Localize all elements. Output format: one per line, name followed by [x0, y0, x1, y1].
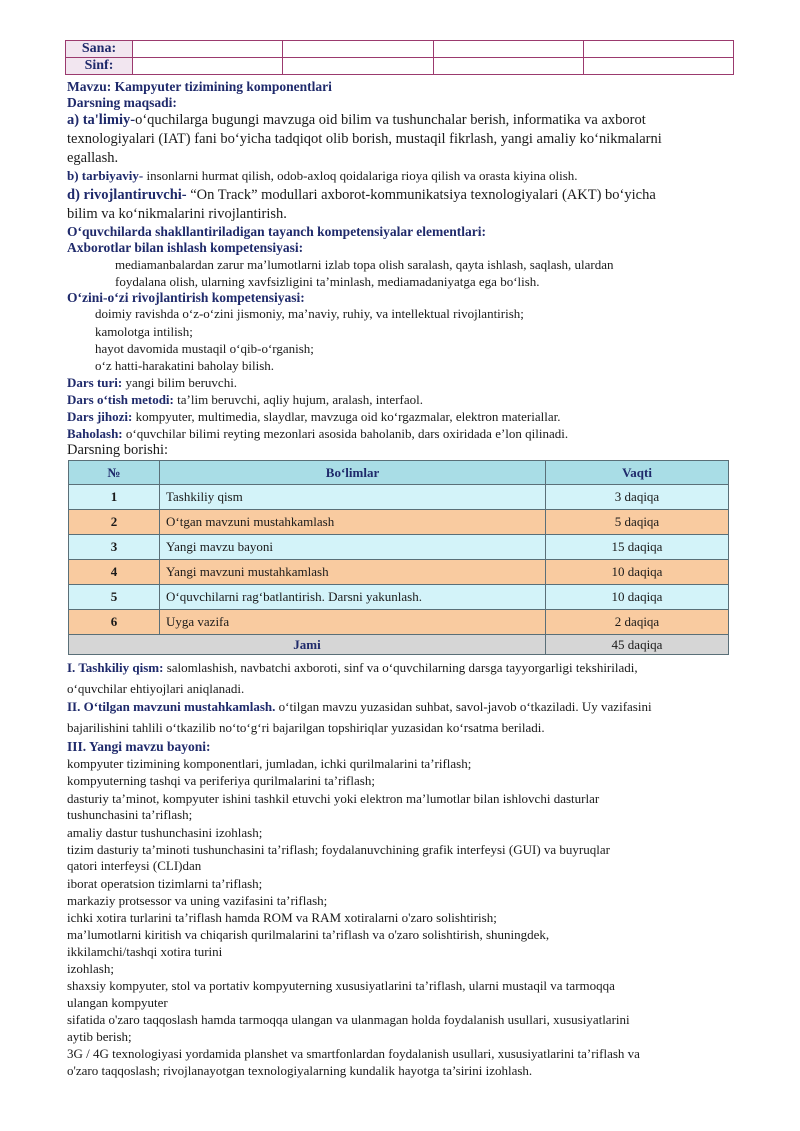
- ozini-item: doimiy ravishda o‘z-o‘zini jismoniy, ma’naviy, ruhiy, va intellektual rivojlantirish;: [95, 306, 524, 321]
- sana-cell: [583, 41, 733, 58]
- stage2-text: o‘tilgan mavzu yuzasidan suhbat, savol-javob o‘tkaziladi. Uy vazifasini: [275, 699, 652, 714]
- stage3-title: III. Yangi mavzu bayoni:: [67, 739, 211, 754]
- baholash-line: [67, 426, 568, 442]
- row-time: 15 daqiqa: [546, 535, 729, 560]
- plan-header-time: Vaqti: [546, 461, 729, 485]
- stage3-line: ichki xotira turlarini ta’riflash hamda ROM va RAM xotiralarni o'zaro solishtirish;: [67, 910, 497, 925]
- aim-b-label: b) tarbiyaviy-: [67, 168, 144, 183]
- total-label: Jami: [69, 635, 546, 655]
- stage3-line: ikkilamchi/tashqi xotira turini: [67, 944, 223, 959]
- stage3-line: o'zaro taqqoslash; rivojlanayotgan texnologiyalarning kundalik hayotga ta’sirini izohlash.: [67, 1063, 533, 1078]
- axborot-text: [115, 256, 742, 290]
- stage1-label: I. Tashkiliy qism:: [67, 660, 164, 675]
- sana-cell: [133, 41, 283, 58]
- row-section: O‘quvchilarni rag‘batlantirish. Darsni yakunlash.: [160, 585, 546, 610]
- aim-b-line: [67, 168, 578, 184]
- stage3-line: ulangan kompyuter: [67, 995, 168, 1010]
- sinf-cell: [433, 58, 583, 75]
- axborot-text-2: foydalana olish, ularning xavfsizligini ta’minlash, mediamadaniyatga ega bo‘lish.: [115, 274, 540, 289]
- dars-jihoz-label: Dars jihozi:: [67, 409, 133, 424]
- aim-a-line: [67, 112, 646, 128]
- row-number: 2: [69, 510, 160, 535]
- baholash-text: o‘quvchilar bilimi reyting mezonlari asosida baholanib, dars oxiridada e’lon qilinadi.: [122, 426, 569, 441]
- stage3-line: markaziy protsessor va uning vazifasini ta’riflash;: [67, 893, 328, 908]
- row-number: 4: [69, 560, 160, 585]
- aim-d-text: “On Track” modullari axborot-kommunikatsiya texnologiyalari (AKT) bo‘yicha: [186, 187, 656, 203]
- maqsad-title: Darsning maqsadi:: [67, 95, 177, 110]
- aim-b-text: insonlarni hurmat qilish, odob-axloq qoidalariga rioya qilish va orasta kiyina olish.: [143, 168, 578, 183]
- stage2-line-2: bajarilishini tahlili o‘tkazilib no‘to‘g‘ri bajarilgan topshiriqlar yuzasidan ko‘rsatma beriladi.: [67, 720, 545, 735]
- table-row: [69, 485, 729, 510]
- stage1-text: salomlashish, navbatchi axboroti, sinf va o‘quvchilarning darsga tayyorgarligi tekshiriladi,: [163, 660, 638, 675]
- aim-a-line-2: texnologiyalari (IAT) fani bo‘yicha tadqiqot olib borish, mustaqil fikrlash, yangi amaliy ko‘nikmalarni: [67, 131, 662, 147]
- stage3-line: amaliy dastur tushunchasini izohlash;: [67, 825, 263, 840]
- dars-metod-text: ta’lim beruvchi, aqliy hujum, aralash, interfaol.: [173, 392, 423, 407]
- sana-label: Sana:: [66, 41, 133, 58]
- dars-turi-label: Dars turi:: [67, 375, 123, 390]
- dars-turi-line: [67, 375, 237, 391]
- plan-header-row: [69, 461, 729, 485]
- stage3-line: tizim dasturiy ta’minoti tushunchasini ta’riflash; foydalanuvchining grafik interfeysi (GUI) va buyruqlar: [67, 842, 610, 857]
- stage3-line: sifatida o'zaro taqqoslash hamda tarmoqqa ulangan va ulanmagan holda foydalanish usullari, xususiyatlarini: [67, 1012, 630, 1027]
- row-section: Yangi mavzuni mustahkamlash: [160, 560, 546, 585]
- plan-header-section: Bo‘limlar: [160, 461, 546, 485]
- plan-header-no: №: [69, 461, 160, 485]
- competencies-title: O‘quvchilarda shakllantiriladigan tayanch kompetensiyalar elementlari:: [67, 224, 487, 239]
- row-number: 5: [69, 585, 160, 610]
- axborot-title: Axborotlar bilan ishlash kompetensiyasi:: [67, 240, 304, 255]
- row-time: 2 daqiqa: [546, 610, 729, 635]
- row-time: 5 daqiqa: [546, 510, 729, 535]
- sana-cell: [283, 41, 433, 58]
- baholash-label: Baholash:: [67, 426, 123, 441]
- table-row: [69, 535, 729, 560]
- row-number: 6: [69, 610, 160, 635]
- date-class-table: [65, 40, 734, 75]
- row-time: 3 daqiqa: [546, 485, 729, 510]
- row-time: 10 daqiqa: [546, 560, 729, 585]
- ozini-title: O‘zini-o‘zi rivojlantirish kompetensiyasi:: [67, 290, 305, 305]
- stage3-line: aytib berish;: [67, 1029, 132, 1044]
- ozini-item: hayot davomida mustaqil o‘qib-o‘rganish;: [95, 341, 314, 356]
- row-number: 3: [69, 535, 160, 560]
- dars-metod-line: [67, 392, 423, 408]
- table-row: [69, 560, 729, 585]
- stage1-line-2: o‘quvchilar ehtiyojlari aniqlanadi.: [67, 681, 245, 696]
- stage3-line: kompyuterning tashqi va periferiya qurilmalarini ta’riflash;: [67, 773, 375, 788]
- dars-jihoz-line: [67, 409, 561, 425]
- stage3-line: tushunchasini ta’riflash;: [67, 807, 193, 822]
- aim-d-line-2: bilim va ko‘nikmalarini rivojlantirish.: [67, 206, 287, 222]
- mavzu-title: Kampyuter tizimining komponentlari: [114, 79, 332, 94]
- mavzu-label: Mavzu:: [67, 79, 112, 94]
- aim-a-line-3: egallash.: [67, 150, 119, 166]
- total-time: 45 daqiqa: [546, 635, 729, 655]
- aim-a-label: a) ta'limiy-: [67, 112, 136, 128]
- plan-total-row: [69, 635, 729, 655]
- stage3-line: 3G / 4G texnologiyasi yordamida planshet va smartfonlardan foydalanish usullari, xususiyatlarini ta’riflash va: [67, 1046, 640, 1061]
- stage3-line: iborat operatsion tizimlarni ta’riflash;: [67, 876, 263, 891]
- sinf-cell: [133, 58, 283, 75]
- row-section: Uyga vazifa: [160, 610, 546, 635]
- row-section: O‘tgan mavzuni mustahkamlash: [160, 510, 546, 535]
- sinf-cell: [583, 58, 733, 75]
- stage3-line: kompyuter tizimining komponentlari, jumladan, ichki qurilmalarini ta’riflash;: [67, 756, 472, 771]
- stage1-line: [67, 660, 638, 676]
- mavzu-line: [67, 79, 332, 95]
- lesson-plan-table: [68, 460, 729, 655]
- ozini-item: o‘z hatti-harakatini baholay bilish.: [95, 358, 275, 373]
- stage2-label: II. O‘tilgan mavzuni mustahkamlash.: [67, 699, 276, 714]
- stage3-line: shaxsiy kompyuter, stol va portativ kompyuterning xususiyatlarini ta’riflash, ularni mustaqil va tarmoqqa: [67, 978, 615, 993]
- sinf-cell: [283, 58, 433, 75]
- stage2-line: [67, 699, 652, 715]
- axborot-text-1: mediamanbalardan zarur ma’lumotlarni izlab topa olish saralash, qayta ishlash, saqlash, ulardan: [115, 257, 614, 272]
- stage3-line: qatori interfeysi (CLI)dan: [67, 858, 202, 873]
- table-row: [69, 510, 729, 535]
- row-number: 1: [69, 485, 160, 510]
- sana-row: [66, 41, 734, 58]
- row-section: Yangi mavzu bayoni: [160, 535, 546, 560]
- stage3-line: ma’lumotlarni kiritish va chiqarish qurilmalarini ta’riflash va o'zaro solishtirish, shuningdek,: [67, 927, 550, 942]
- stage3-line: izohlash;: [67, 961, 114, 976]
- ozini-item: kamolotga intilish;: [95, 324, 193, 339]
- dars-turi-text: yangi bilim beruvchi.: [122, 375, 238, 390]
- borishi-title: Darsning borishi:: [67, 442, 169, 458]
- table-row: [69, 585, 729, 610]
- row-time: 10 daqiqa: [546, 585, 729, 610]
- dars-jihoz-text: kompyuter, multimedia, slaydlar, mavzuga oid ko‘rgazmalar, elektron materiallar.: [132, 409, 561, 424]
- table-row: [69, 610, 729, 635]
- dars-metod-label: Dars o‘tish metodi:: [67, 392, 174, 407]
- aim-a-text: o‘quchilarga bugungi mavzuga oid bilim va tushunchalar berish, informatika va axborot: [135, 112, 646, 128]
- sinf-row: [66, 58, 734, 75]
- stage3-line: dasturiy ta’minot, kompyuter ishini tashkil etuvchi yoki elektron ma’lumotlar bilan ishlovchi dasturlar: [67, 791, 600, 806]
- sinf-label: Sinf:: [66, 58, 133, 75]
- row-section: Tashkiliy qism: [160, 485, 546, 510]
- aim-d-line: [67, 187, 656, 203]
- sana-cell: [433, 41, 583, 58]
- aim-d-label: d) rivojlantiruvchi-: [67, 187, 187, 203]
